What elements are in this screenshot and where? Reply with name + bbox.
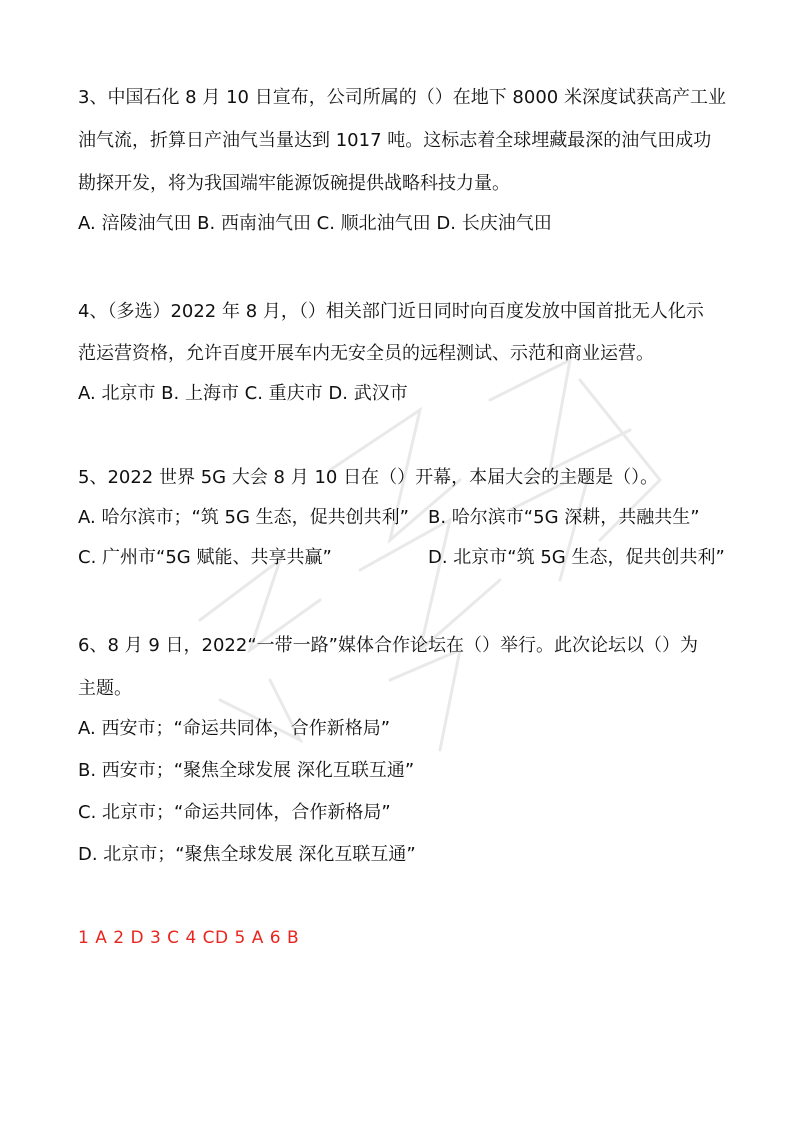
question-5	[78, 468, 738, 568]
question-options: A. 北京市 B. 上海市 C. 重庆市 D. 武汉市	[78, 383, 408, 404]
question-text-line: 5、2022 世界 5G 大会 8 月 10 日在（）开幕，本届大会的主题是（）。	[78, 467, 659, 488]
option-b: B. 西安市；“聚焦全球发展 深化互联互通”	[78, 760, 415, 781]
question-text-line: 6、8 月 9 日，2022“一带一路”媒体合作论坛在（）举行。此次论坛以（）为	[78, 635, 698, 656]
option-b: B. 哈尔滨市“5G 深耕，共融共生”	[428, 507, 700, 528]
question-6	[78, 636, 738, 865]
question-4	[78, 302, 738, 404]
question-3	[78, 88, 738, 234]
question-text-line: 3、中国石化 8 月 10 日宣布，公司所属的（）在地下 8000 米深度试获高产工业	[78, 87, 726, 108]
question-text-line: 主题。	[78, 678, 132, 699]
option-c: C. 广州市“5G 赋能、共享共赢”	[78, 547, 332, 568]
option-d: D. 北京市；“聚焦全球发展 深化互联互通”	[78, 844, 416, 865]
question-text-line: 4、（多选）2022 年 8 月，（）相关部门近日同时向百度发放中国首批无人化示	[78, 301, 704, 322]
question-options: A. 涪陵油气田 B. 西南油气田 C. 顺北油气田 D. 长庆油气田	[78, 213, 552, 234]
question-text-line: 油气流，折算日产油气当量达到 1017 吨。这标志着全球埋藏最深的油气田成功	[78, 130, 712, 151]
question-text-line: 范运营资格，允许百度开展车内无安全员的远程测试、示范和商业运营。	[78, 343, 654, 364]
question-text-line: 勘探开发，将为我国端牢能源饭碗提供战略科技力量。	[78, 173, 510, 194]
options-row	[78, 548, 738, 568]
options-row	[78, 508, 738, 528]
option-c: C. 北京市；“命运共同体，合作新格局”	[78, 802, 391, 823]
option-a: A. 西安市；“命运共同体，合作新格局”	[78, 718, 391, 739]
option-d: D. 北京市“筑 5G 生态，促共创共利”	[428, 547, 725, 568]
option-a: A. 哈尔滨市；“筑 5G 生态，促共创共利”	[78, 507, 409, 528]
answer-key: 1 A 2 D 3 C 4 CD 5 A 6 B	[78, 928, 300, 948]
